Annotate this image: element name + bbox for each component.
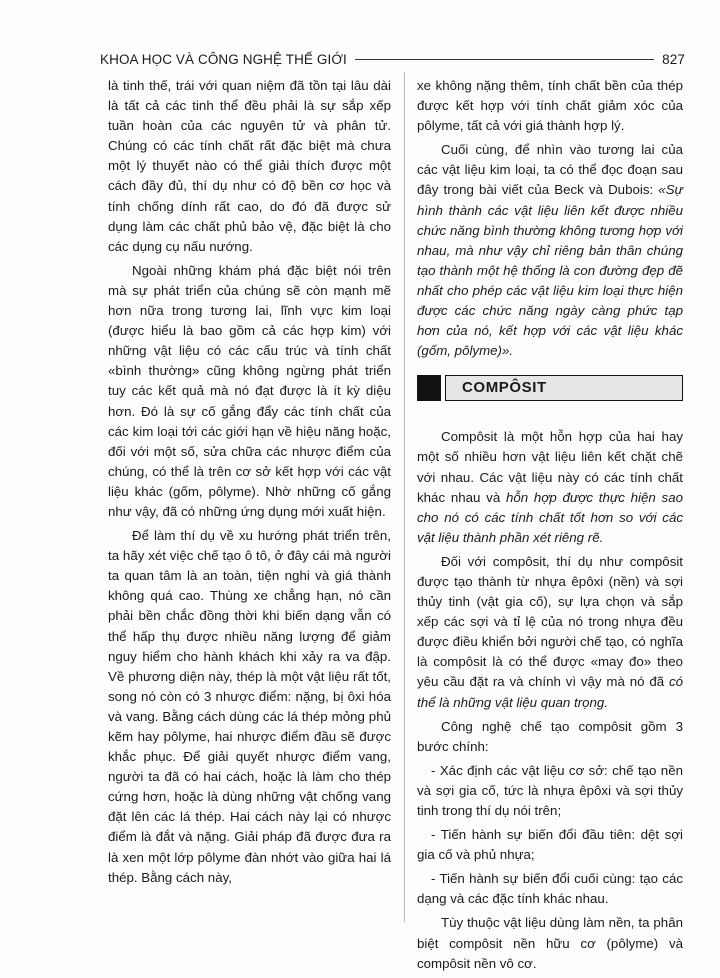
text-run: Compôsit là một hỗn hợp của hai hay một số nhiều hơn vật liệu liên kết chặt chẽ với nhau. Các vật liệu này có các tính chất khác nhau và [417,429,683,505]
paragraph: Để làm thí dụ về xu hướng phát triển trên, ta hãy xét việc chế tạo ô tô, ở đây cái mà người ta quan tâm là an toàn, tiện nghi và giá thành không quá cao. Thùng xe chẳng hạn, nó cần phải bền chắc đồng thời khi biến dạng vẫn có thể hấp thụ được nhiều năng lượng để giảm nguy hiểm cho hành khách khi xảy ra va đập. Về phương diện này, thép là một vật liệu rất tốt, song nó còn có 3 nhược điểm: nặng, bị ôxi hóa và vang. Bằng cách dùng các lá thép mỏng phủ kẽm hay pôlyme, hai nhược điểm đầu sẽ được khắc phục. Để giải quyết nhược điểm vang, người ta đã có hai cách, hoặc là làm cho thép cứng hơn, hoặc là dùng những vật chống vang đặt lên các lá thép. Hai cách này lại có nhược điểm là đắt và nặng. Giải pháp đã được đưa ra là xen một lớp pôlyme đàn nhớt vào giữa hai lá thép. Bằng cách này, [108,528,391,885]
paragraph [417,427,683,548]
quote-italic: «Sự hình thành các vật liệu liên kết được nhiều chức năng bình thường không tương hợp với nhau, mà như vậy chỉ riêng bản thân chúng tạo thành một hệ thống là con đường đẹp đẽ nhất cho phép các vật liệu kim loại thực hiện được các chức năng ngày càng phức tạp hơn của nó, kết hợp với các vật liệu khác (gốm, pôlyme)». [417,182,683,359]
running-title: KHOA HỌC VÀ CÔNG NGHỆ THẾ GIỚI [100,51,347,67]
page-number: 827 [662,51,685,67]
left-column [108,76,391,892]
section-heading [417,375,683,401]
paragraph: là tinh thế, trái với quan niệm đã tồn tại lâu dài là tất cả các tinh thể đều phải là sự sắp xếp tuần hoàn của các nguyên tử và phân tử. Chúng có các tính chất rất đặc biệt mà chưa một lý thuyết nào có thể giải thích được một cách đầy đủ, thí dụ như có độ bền cơ học và tính chống dính rất cao, do đó đã được sử dụng làm các chất phủ bảo vệ, đặc biệt là cho các dụng cụ nấu nướng. [108,78,391,254]
page-header [100,48,685,70]
paragraph: Tùy thuộc vật liệu dùng làm nền, ta phân biệt compôsit nền hữu cơ (pôlyme) và compôsit nền vô cơ. [417,915,683,971]
paragraph [417,552,683,713]
list-item: - Xác định các vật liệu cơ sở: chế tạo nền và sợi gia cố, tức là nhựa êpôxi và sợi thủy tinh trong thí dụ nói trên; [417,762,683,818]
emphasis-italic: hỗn hợp được thực hiện sao cho nó có các tính chất tốt hơn so với các vật liệu thành phần xét riêng rẽ. [417,489,683,545]
right-column [417,76,683,978]
list-item: - Tiến hành sự biến đổi cuối cùng: tạo các dạng và các đặc tính khác nhau. [417,871,683,907]
paragraph: Ngoài những khám phá đặc biệt nói trên mà sự phát triển của chúng sẽ còn mạnh mẽ hơn nữa trong tương lai, lĩnh vực kim loại (được hiểu là bao gồm cả các hợp kim) với những vật liệu có các cấu trúc và tính chất «bình thường» cũng không ngừng phát triển tuy các kết quả mà nó đạt được là ít kỳ diệu hơn. Đó là sự cố gắng đẩy các tính chất của các kim loại tới các giới hạn về hiệu năng hoặc, đối với một số, sửa chữa các nhược điểm của chúng, có thể là trên cơ sở kết hợp với các vật liệu khác (gốm, pôlyme). Nhờ những cố gắng như vậy, đã có những ứng dụng mới xuất hiện. [108,262,391,519]
list-item: - Tiến hành sự biến đổi đầu tiên: dệt sợi gia cố và phủ nhựa; [417,827,683,863]
emphasis-italic: có thể là những vật liệu quan trọng. [417,674,683,710]
column-divider [404,72,405,922]
text-run: Đối với compôsit, thí dụ như compôsit được tạo thành từ nhựa êpôxi (nền) và sợi thủy tinh (vật gia cố), sự lựa chọn và sắp xếp các sợi và tỉ lệ của nó trong nhựa đều được điều khiển bởi người chế tạo, có nghĩa là compôsit là có thể được «may đo» theo yêu cầu đặt ra và chính vì vậy mà nó đã [417,553,683,690]
paragraph: xe không nặng thêm, tính chất bền của thép được kết hợp với tính chất giảm xóc của pôlyme, tất cả với giá thành hợp lý. [417,78,683,134]
paragraph: Công nghệ chế tạo compôsit gồm 3 bước chính: [417,718,683,754]
section-marker [417,375,441,401]
paragraph [417,140,683,361]
section-title: COMPÔSIT [445,375,683,401]
header-rule [355,59,654,60]
text-run: Cuối cùng, để nhìn vào tương lai của các vật liệu kim loại, ta có thể đọc đoạn sau đây trong bài viết của Beck và Dubois: [417,142,683,198]
